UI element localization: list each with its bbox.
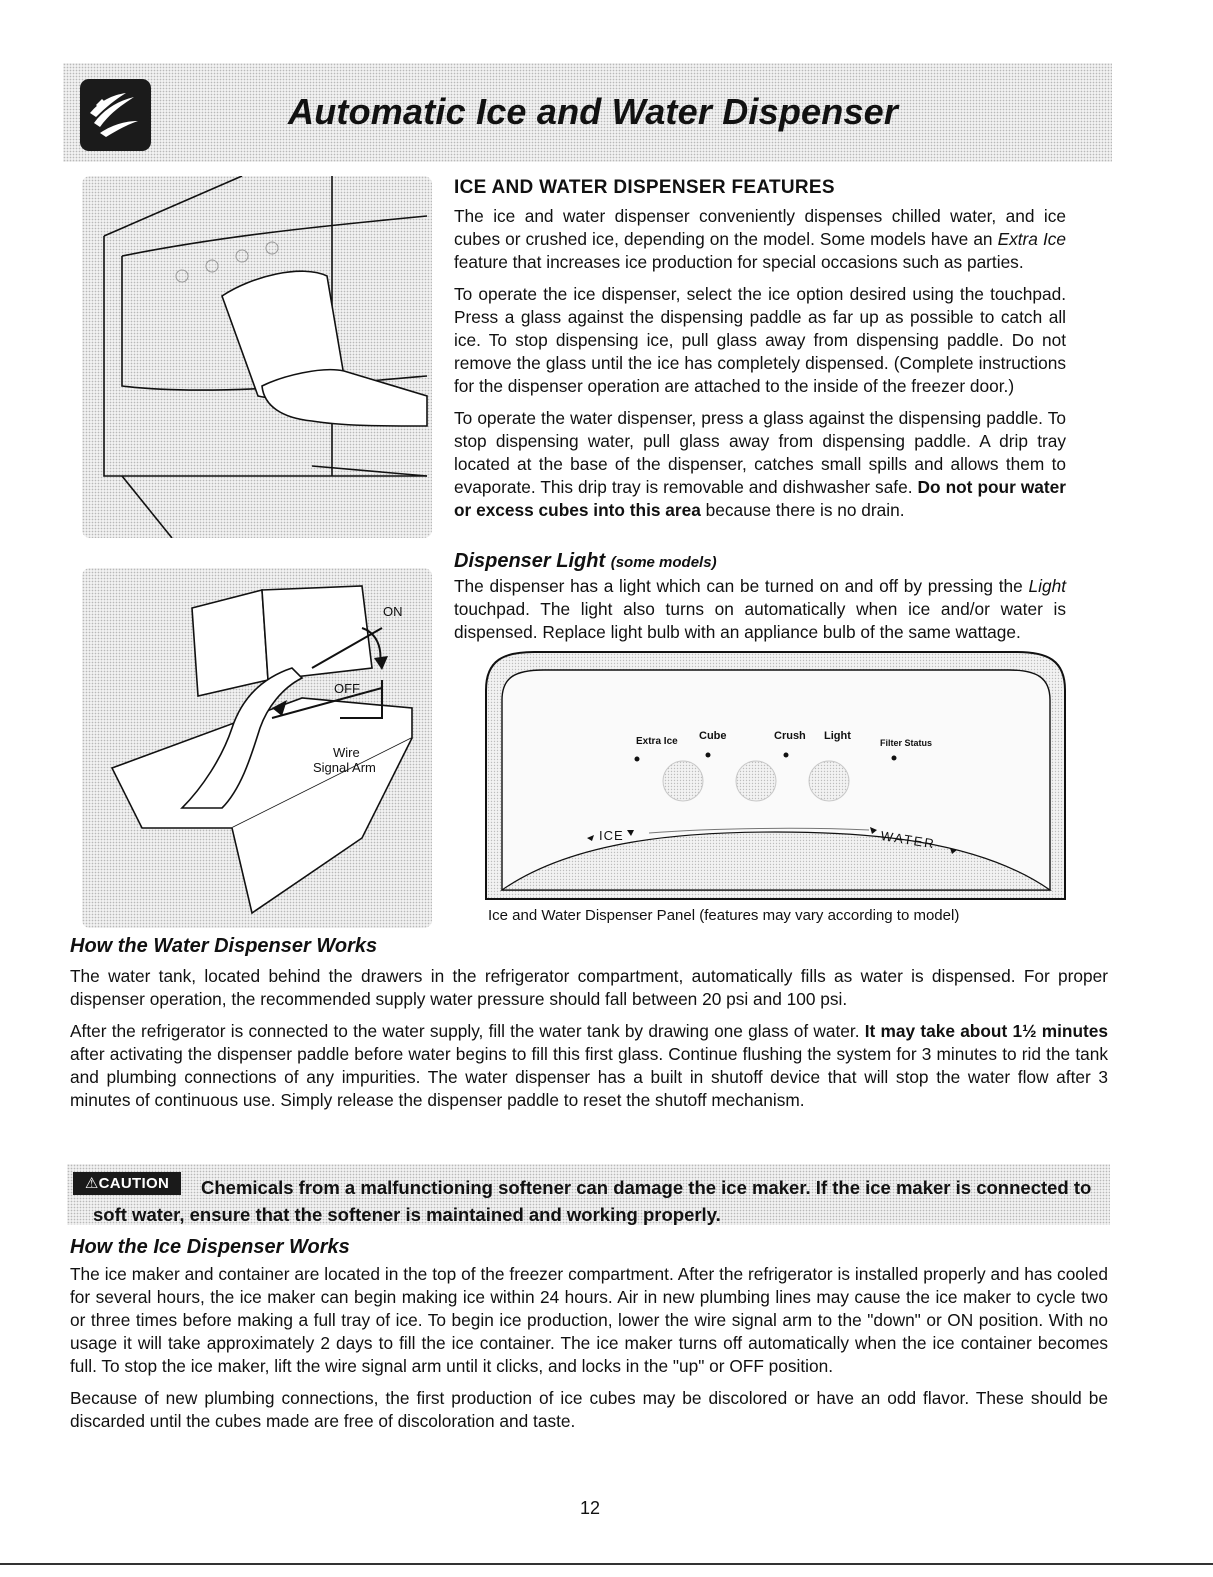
page-title: Automatic Ice and Water Dispenser <box>288 91 899 132</box>
ice-works-heading: How the Ice Dispenser Works <box>70 1236 350 1258</box>
ice-label: ICE <box>599 828 624 843</box>
dispenser-glass-illustration <box>82 176 432 538</box>
ice-maker-illustration <box>82 568 432 928</box>
ice-works-paragraph-1: The ice maker and container are located in the top of the freezer compartment. After the refrigerator is installed properly and has cooled for several hours, the ice maker can begin making ice within 24 hours. Air in new plumbing lines may cause the ice maker to cycle two or three times before making a full tray of ice. To begin ice production, lower the wire signal arm to the "down" or ON position. With no usage it will take approximately 2 days to fill the ice container. The ice maker turns off automatically when the ice container becomes full. To stop the ice maker, lift the wire signal arm until it clicks, and locks in the "up" or OFF position. <box>70 1264 1108 1376</box>
caution-badge: ⚠CAUTION <box>73 1172 181 1195</box>
filter-status-label: Filter Status <box>880 738 933 748</box>
water-works-paragraph-2: After the refrigerator is connected to the water supply, fill the water tank by drawing one glass of water. It may take about 1½ minutes after activating the dispenser paddle before water begins to fill this first glass. Continue flushing the system for 3 minutes to rid the tank and plumbing connections of any impurities. The water dispenser has a built in shutoff device that will stop the water flow after 3 minutes of continuous use. Simply release the dispenser paddle to reset the shutoff mechanism. <box>70 1021 1108 1110</box>
features-paragraph-3: To operate the water dispenser, press a glass against the dispensing paddle. To stop dispensing water, pull glass away from dispensing paddle. A drip tray located at the base of the dispenser, catches small spills and allows them to evaporate. This drip tray is removable and dishwasher safe. Do not pour water or excess cubes into this area because there is no drain. <box>454 408 1066 520</box>
water-label: WATER <box>879 828 937 852</box>
light-button-label: Light <box>824 730 851 742</box>
features-paragraph-1: The ice and water dispenser conveniently dispenses chilled water, and ice cubes or crushed ice, depending on the model. Some models have an Extra Ice feature that increases ice production for special occasions such as parties. <box>454 206 1066 272</box>
dispenser-light-text <box>454 575 1066 644</box>
dispenser-light-paragraph: The dispenser has a light which can be turned on and off by pressing the Light touchpad. The light also turns on automatically when ice and/or water is dispensed. Replace light bulb with an appliance bulb of the same wattage. <box>454 576 1066 642</box>
water-works-paragraph-1: The water tank, located behind the drawers in the refrigerator compartment, automatically fills as water is dispensed. For proper dispenser operation, the recommended supply water pressure should fall between 20 psi and 100 psi. <box>70 966 1108 1009</box>
ice-works-paragraph-2: Because of new plumbing connections, the first production of ice cubes may be discolored or have an odd flavor. These should be discarded until the cubes made are free of discoloration and taste. <box>70 1388 1108 1431</box>
signal-arm-label: Signal Arm <box>313 760 376 775</box>
wire-label: Wire <box>333 745 360 760</box>
bottom-rule <box>0 1563 1213 1565</box>
dispenser-light-heading: Dispenser Light (some models) <box>454 550 717 572</box>
caution-text: Chemicals from a malfunctioning softener can damage the ice maker. If the ice maker is connected to soft water, ensure that the softener is maintained and working properly. <box>93 1177 1092 1225</box>
extra-ice-button-label: Extra Ice <box>636 736 678 747</box>
ice-section-icon <box>80 79 151 151</box>
page-number: 12 <box>579 1498 601 1518</box>
features-heading: ICE AND WATER DISPENSER FEATURES <box>454 177 835 198</box>
water-works-text <box>70 965 1108 1112</box>
water-works-heading: How the Water Dispenser Works <box>70 935 378 957</box>
cube-button-label: Cube <box>699 730 727 742</box>
dispenser-panel-illustration <box>484 650 1067 901</box>
crush-button-label: Crush <box>774 730 806 742</box>
on-label: ON <box>383 604 403 619</box>
off-label: OFF <box>334 681 360 696</box>
features-paragraph-2: To operate the ice dispenser, select the ice option desired using the touchpad. Press a glass against the dispensing paddle as far up as possible to catch all ice. To stop dispensing ice, pull glass away from dispensing paddle. Do not remove the glass until the ice has completely dispensed. (Complete instructions for the dispenser operation are attached to the inside of the freezer door.) <box>454 284 1066 396</box>
panel-caption: Ice and Water Dispenser Panel (features may vary according to model) <box>488 907 960 924</box>
warning-triangle-icon: ⚠ <box>84 1175 99 1192</box>
ice-works-text <box>70 1263 1108 1433</box>
features-text <box>454 205 1066 522</box>
